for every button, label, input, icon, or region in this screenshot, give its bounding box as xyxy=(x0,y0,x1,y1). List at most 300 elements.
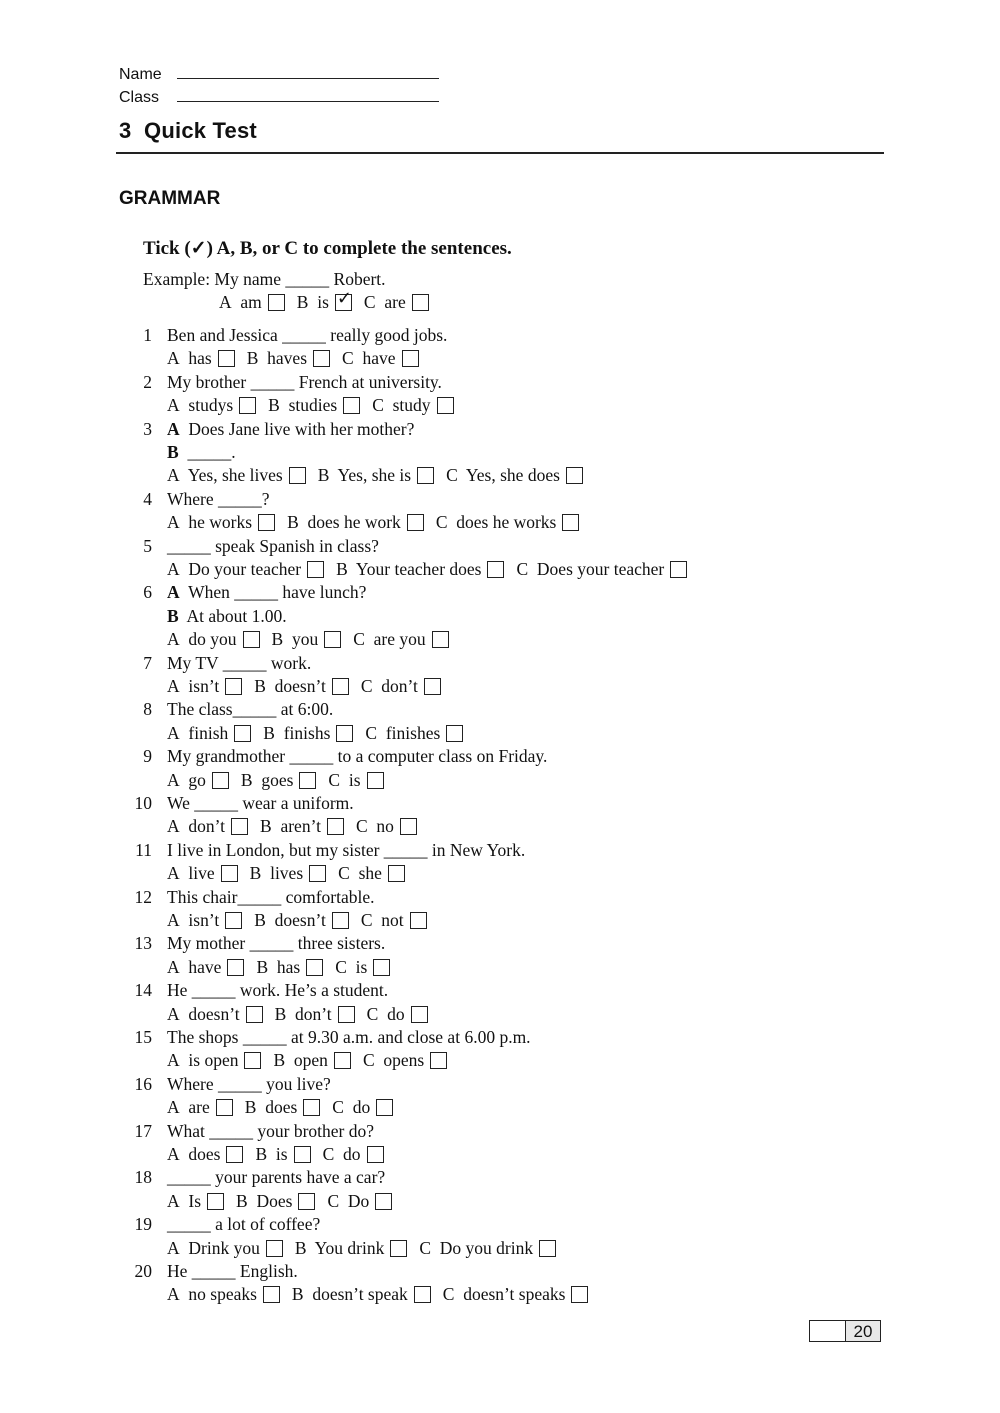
section-heading: GRAMMAR xyxy=(119,188,221,209)
option-letter: A xyxy=(167,1097,180,1118)
example-option-a[interactable] xyxy=(219,292,285,312)
question-9-option-b[interactable] xyxy=(241,770,317,790)
question-text: B _____. xyxy=(167,442,236,462)
checkbox[interactable] xyxy=(327,818,344,835)
option-letter: C xyxy=(342,348,354,369)
option-letter: A xyxy=(219,292,232,312)
option-text: study xyxy=(392,395,431,416)
option-text: you xyxy=(291,629,319,650)
question-6-option-c[interactable] xyxy=(353,629,448,649)
question-5-option-a[interactable] xyxy=(167,559,324,579)
question-11-option-c[interactable] xyxy=(338,863,405,883)
checkbox[interactable] xyxy=(307,561,324,578)
question-number: 9 xyxy=(143,746,152,767)
question-text: My mother _____ three sisters. xyxy=(167,933,386,954)
option-letter: B xyxy=(274,1003,287,1024)
checkbox[interactable] xyxy=(258,514,275,531)
question-13-option-b[interactable] xyxy=(256,957,323,977)
question-7-option-c[interactable] xyxy=(361,676,441,696)
checkbox[interactable] xyxy=(412,294,429,311)
option-letter: B xyxy=(244,1097,257,1118)
question-11-option-b[interactable] xyxy=(250,863,327,883)
option-text: do xyxy=(352,1097,371,1118)
option-text: open xyxy=(293,1050,328,1071)
checkbox[interactable] xyxy=(670,561,687,578)
option-text: doesn’t xyxy=(274,676,326,696)
option-text: Do you drink xyxy=(439,1237,534,1258)
question-20-options xyxy=(167,1284,600,1304)
question-5-options xyxy=(167,559,699,579)
option-letter: C xyxy=(338,863,350,884)
checkbox[interactable] xyxy=(263,1286,280,1303)
question-15-option-a[interactable] xyxy=(167,1050,261,1070)
checkbox[interactable] xyxy=(299,772,316,789)
option-text: Drink you xyxy=(188,1237,260,1258)
question-text: A When _____ have lunch? xyxy=(167,582,367,603)
speaker-label: A xyxy=(167,582,180,603)
question-16-options xyxy=(167,1097,405,1117)
option-text: Does your teacher xyxy=(536,559,665,579)
class-row xyxy=(119,87,439,107)
checkbox[interactable] xyxy=(562,514,579,531)
question-5-option-b[interactable] xyxy=(336,559,504,579)
question-9-option-c[interactable] xyxy=(328,770,383,790)
checkbox[interactable] xyxy=(225,678,242,695)
question-16-option-b[interactable] xyxy=(245,1097,321,1117)
class-input-line[interactable] xyxy=(177,87,439,102)
option-text: finishs xyxy=(283,722,331,743)
question-text: My grandmother _____ to a computer class on Friday. xyxy=(167,746,548,767)
question-text: Where _____? xyxy=(167,488,270,509)
checkbox[interactable] xyxy=(375,1193,392,1210)
checkbox[interactable] xyxy=(388,865,405,882)
checkbox[interactable] xyxy=(324,631,341,648)
question-13-options xyxy=(167,957,402,977)
question-1-options xyxy=(167,348,431,368)
checkbox[interactable] xyxy=(373,959,390,976)
checkbox[interactable] xyxy=(221,865,238,882)
question-text: The class_____ at 6:00. xyxy=(167,699,334,720)
checkbox[interactable] xyxy=(332,678,349,695)
question-14-options xyxy=(167,1004,440,1024)
option-text: isn’t xyxy=(188,910,220,930)
question-1-option-b[interactable] xyxy=(247,348,330,368)
checkbox[interactable] xyxy=(218,350,235,367)
option-letter: A xyxy=(167,722,180,743)
question-7-option-b[interactable] xyxy=(254,676,349,696)
question-1-option-a[interactable] xyxy=(167,348,235,368)
option-letter: C xyxy=(322,1144,335,1164)
name-label: Name xyxy=(119,66,162,83)
option-letter: A xyxy=(167,676,180,696)
option-letter: C xyxy=(435,512,448,533)
option-text: Is xyxy=(188,1190,202,1211)
question-text: Where _____ you live? xyxy=(167,1073,331,1094)
question-19-option-c[interactable] xyxy=(419,1238,556,1258)
question-8-options xyxy=(167,723,475,743)
question-6-option-a[interactable] xyxy=(167,629,260,649)
question-9-option-a[interactable] xyxy=(167,770,229,790)
option-text: is open xyxy=(188,1050,239,1071)
checkbox[interactable] xyxy=(332,912,349,929)
option-text: studys xyxy=(188,395,234,416)
question-5-option-c[interactable] xyxy=(516,559,687,579)
question-4-options xyxy=(167,512,591,532)
question-16-option-c[interactable] xyxy=(332,1097,393,1117)
option-letter: A xyxy=(167,395,180,416)
option-text: do xyxy=(387,1003,405,1024)
option-letter: C xyxy=(363,292,376,312)
option-text: Does xyxy=(256,1190,293,1211)
checkbox[interactable] xyxy=(234,725,251,742)
checkbox[interactable] xyxy=(334,1052,351,1069)
question-14-option-c[interactable] xyxy=(367,1004,428,1024)
question-12-option-b[interactable] xyxy=(254,910,349,930)
option-text: he works xyxy=(188,512,253,533)
checkbox[interactable] xyxy=(411,1006,428,1023)
question-number: 6 xyxy=(143,582,152,603)
example-option-b[interactable] xyxy=(296,288,352,312)
option-text: she xyxy=(358,863,382,884)
checkbox[interactable] xyxy=(430,1052,447,1069)
option-letter: B xyxy=(240,769,253,790)
option-text: doesn’t xyxy=(274,910,326,930)
question-text: He _____ work. He’s a student. xyxy=(167,980,389,1001)
checkbox[interactable] xyxy=(289,467,306,484)
option-text: has xyxy=(276,956,301,977)
checkbox[interactable] xyxy=(367,772,384,789)
question-4-option-c[interactable] xyxy=(436,512,580,532)
checkbox[interactable] xyxy=(376,1099,393,1116)
checkbox[interactable] xyxy=(566,467,583,484)
checkbox[interactable] xyxy=(446,725,463,742)
option-letter: B xyxy=(249,863,262,884)
question-2-option-b[interactable] xyxy=(268,395,360,415)
checkbox[interactable] xyxy=(303,1099,320,1116)
checkbox[interactable] xyxy=(266,1240,283,1257)
speaker-label: A xyxy=(167,418,180,439)
question-12-options xyxy=(167,910,439,930)
option-text: not xyxy=(381,910,404,930)
option-text: is xyxy=(317,292,329,312)
checkbox[interactable] xyxy=(367,1146,384,1163)
option-text: does xyxy=(188,1144,221,1164)
option-text: doesn’t xyxy=(188,1003,240,1024)
question-15-options xyxy=(167,1050,459,1070)
speaker-label: B xyxy=(167,605,179,626)
question-14-option-b[interactable] xyxy=(275,1004,355,1024)
option-text: is xyxy=(348,769,361,790)
checkbox[interactable] xyxy=(227,959,244,976)
checkbox[interactable] xyxy=(306,959,323,976)
score-box xyxy=(809,1320,881,1342)
question-text: Ben and Jessica _____ really good jobs. xyxy=(167,325,448,345)
checkbox[interactable] xyxy=(216,1099,233,1116)
checkbox[interactable] xyxy=(343,397,360,414)
option-text: finishes xyxy=(385,722,441,743)
question-13-option-a[interactable] xyxy=(167,957,244,977)
question-10-option-b[interactable] xyxy=(260,816,344,836)
question-17-options xyxy=(167,1144,396,1164)
option-letter: B xyxy=(271,629,284,650)
checkbox[interactable] xyxy=(402,350,419,367)
option-letter: A xyxy=(167,863,180,884)
question-number: 17 xyxy=(134,1120,152,1141)
checkbox[interactable] xyxy=(246,1006,263,1023)
checkbox[interactable] xyxy=(407,514,424,531)
option-letter: A xyxy=(167,769,180,790)
question-text: I live in London, but my sister _____ in New York. xyxy=(167,839,526,860)
example-option-c[interactable] xyxy=(364,292,429,312)
question-12-option-a[interactable] xyxy=(167,910,242,930)
question-number: 2 xyxy=(143,371,152,392)
question-8-option-a[interactable] xyxy=(167,723,251,743)
question-19-option-a[interactable] xyxy=(167,1238,283,1258)
option-text: are xyxy=(188,1097,210,1118)
option-letter: B xyxy=(268,395,280,416)
name-row xyxy=(119,64,439,84)
question-18-option-b[interactable] xyxy=(236,1191,315,1211)
question-8-option-b[interactable] xyxy=(263,723,353,743)
checkbox[interactable] xyxy=(338,1006,355,1023)
question-18-options xyxy=(167,1191,404,1211)
option-text: isn’t xyxy=(188,676,220,696)
question-10-option-c[interactable] xyxy=(356,816,417,836)
checkbox[interactable] xyxy=(231,818,248,835)
option-letter: C xyxy=(327,1190,340,1211)
checkbox[interactable] xyxy=(539,1240,556,1257)
question-20-option-a[interactable] xyxy=(167,1284,280,1304)
option-letter: C xyxy=(353,629,365,650)
option-letter: A xyxy=(167,629,180,650)
question-17-option-b[interactable] xyxy=(255,1144,310,1164)
question-10-options xyxy=(167,816,429,836)
checkbox[interactable] xyxy=(313,350,330,367)
title-divider xyxy=(116,152,884,154)
name-input-line[interactable] xyxy=(177,64,439,79)
question-18-option-c[interactable] xyxy=(327,1191,392,1211)
question-2-options xyxy=(167,395,466,415)
option-text: don’t xyxy=(188,816,226,837)
option-letter: A xyxy=(167,1050,180,1071)
option-letter: B xyxy=(294,1237,307,1258)
option-text: finish xyxy=(188,722,229,743)
option-letter: A xyxy=(167,816,180,837)
page-title: 3 Quick Test xyxy=(119,118,257,143)
question-19-option-b[interactable] xyxy=(295,1238,408,1258)
option-text: You drink xyxy=(314,1237,385,1258)
question-number: 16 xyxy=(134,1073,152,1094)
option-letter: C xyxy=(442,1284,455,1305)
option-text: do xyxy=(343,1144,361,1164)
option-text: Yes, she is xyxy=(337,465,412,486)
question-6-option-b[interactable] xyxy=(272,629,342,649)
example-question: Example: My name _____ Robert. xyxy=(143,269,386,289)
checkbox[interactable] xyxy=(239,397,256,414)
question-text: _____ a lot of coffee? xyxy=(167,1214,321,1235)
option-text: am xyxy=(240,292,262,312)
question-number: 1 xyxy=(143,325,152,345)
question-17-option-a[interactable] xyxy=(167,1144,243,1164)
option-letter: C xyxy=(419,1237,432,1258)
option-letter: C xyxy=(372,395,384,416)
question-12-option-c[interactable] xyxy=(361,910,427,930)
checkbox[interactable] xyxy=(336,725,353,742)
checkbox[interactable] xyxy=(268,294,285,311)
question-number: 19 xyxy=(134,1214,152,1235)
checkbox[interactable] xyxy=(424,678,441,695)
question-4-option-b[interactable] xyxy=(287,512,424,532)
option-text: have xyxy=(362,348,396,369)
option-letter: A xyxy=(167,956,180,977)
checkbox[interactable] xyxy=(212,772,229,789)
option-letter: A xyxy=(167,1190,180,1211)
question-15-option-c[interactable] xyxy=(363,1050,447,1070)
question-2-option-c[interactable] xyxy=(372,395,453,415)
option-letter: C xyxy=(366,1003,379,1024)
checkbox[interactable] xyxy=(410,912,427,929)
checkbox[interactable] xyxy=(243,631,260,648)
instruction-text: Tick (✓) A, B, or C to complete the sentences. xyxy=(143,238,512,259)
question-1-option-c[interactable] xyxy=(342,348,418,368)
question-number: 13 xyxy=(134,933,152,954)
option-letter: A xyxy=(167,1237,180,1258)
option-letter: C xyxy=(516,559,529,579)
question-text: A Does Jane live with her mother? xyxy=(167,418,415,439)
checkbox[interactable] xyxy=(309,865,326,882)
question-10-option-a[interactable] xyxy=(167,816,248,836)
option-letter: B xyxy=(260,816,272,837)
checkbox[interactable] xyxy=(226,1146,243,1163)
question-17-option-c[interactable] xyxy=(323,1144,384,1164)
question-7-option-a[interactable] xyxy=(167,676,242,696)
question-3-options xyxy=(167,465,595,485)
question-14-option-a[interactable] xyxy=(167,1004,263,1024)
checkbox[interactable] xyxy=(225,912,242,929)
option-text: does he work xyxy=(307,512,401,533)
question-4-option-a[interactable] xyxy=(167,512,275,532)
option-letter: A xyxy=(167,512,180,533)
checkbox[interactable] xyxy=(244,1052,261,1069)
question-11-option-a[interactable] xyxy=(167,863,238,883)
option-letter: B xyxy=(296,292,309,312)
option-text: lives xyxy=(270,863,304,884)
option-text: Your teacher does xyxy=(355,559,482,579)
question-number: 10 xyxy=(134,793,152,813)
option-text: have xyxy=(188,956,222,977)
question-11-options xyxy=(167,863,417,883)
question-2-option-a[interactable] xyxy=(167,395,256,415)
option-letter: B xyxy=(254,676,266,696)
option-letter: B xyxy=(246,348,259,369)
option-letter: C xyxy=(360,676,373,696)
question-20-option-b[interactable] xyxy=(292,1284,431,1304)
question-20-option-c[interactable] xyxy=(443,1284,589,1304)
option-letter: C xyxy=(362,1050,375,1071)
option-text: go xyxy=(188,769,206,790)
question-13-option-c[interactable] xyxy=(335,957,390,977)
class-label: Class xyxy=(119,89,160,106)
check-mark-icon: ✓ xyxy=(336,288,352,309)
option-letter: C xyxy=(360,910,373,930)
option-letter: B xyxy=(256,956,269,977)
option-text: is xyxy=(275,1144,288,1164)
question-7-options xyxy=(167,676,453,696)
option-text: Do your teacher xyxy=(188,559,302,579)
checkbox[interactable] xyxy=(571,1286,588,1303)
option-letter: B xyxy=(336,559,348,579)
option-text: doesn’t speak xyxy=(312,1284,408,1305)
option-letter: C xyxy=(335,956,347,977)
checkbox[interactable] xyxy=(417,467,434,484)
option-letter: A xyxy=(167,1144,180,1164)
question-number: 5 xyxy=(143,535,152,556)
option-letter: B xyxy=(317,465,330,486)
option-text: aren’t xyxy=(280,816,321,837)
option-text: no speaks xyxy=(188,1284,257,1305)
question-number: 3 xyxy=(143,418,152,439)
option-letter: A xyxy=(167,1284,180,1305)
question-15-option-b[interactable] xyxy=(273,1050,350,1070)
option-letter: C xyxy=(355,816,368,837)
question-9-options xyxy=(167,770,396,790)
question-3-option-c[interactable] xyxy=(446,465,583,485)
option-letter: B xyxy=(236,1190,248,1211)
option-text: don’t xyxy=(295,1003,332,1024)
option-letter: B xyxy=(254,910,266,930)
question-number: 4 xyxy=(143,488,152,509)
checkbox[interactable] xyxy=(335,288,352,311)
checkbox[interactable] xyxy=(390,1240,407,1257)
checkbox[interactable] xyxy=(400,818,417,835)
option-text: Do xyxy=(347,1190,370,1211)
option-text: haves xyxy=(267,348,308,369)
question-text: What _____ your brother do? xyxy=(167,1120,375,1141)
checkbox[interactable] xyxy=(487,561,504,578)
question-number: 8 xyxy=(143,699,152,720)
option-letter: C xyxy=(446,465,458,486)
question-number: 7 xyxy=(143,652,152,673)
option-letter: B xyxy=(291,1284,304,1305)
checkbox[interactable] xyxy=(437,397,454,414)
option-text: live xyxy=(188,863,215,884)
option-letter: B xyxy=(287,512,299,533)
question-number: 12 xyxy=(134,886,152,907)
option-letter: A xyxy=(167,910,180,930)
option-letter: C xyxy=(328,769,341,790)
score-input[interactable] xyxy=(810,1321,846,1341)
option-text: are you xyxy=(373,629,426,650)
checkbox[interactable] xyxy=(432,631,449,648)
checkbox[interactable] xyxy=(294,1146,311,1163)
question-8-option-c[interactable] xyxy=(365,723,463,743)
question-3-option-a[interactable] xyxy=(167,465,306,485)
question-16-option-a[interactable] xyxy=(167,1097,233,1117)
score-total: 20 xyxy=(846,1321,880,1341)
question-3-option-b[interactable] xyxy=(318,465,434,485)
option-text: doesn’t speaks xyxy=(463,1284,566,1305)
option-letter: A xyxy=(167,348,180,369)
option-text: Yes, she does xyxy=(465,465,560,486)
question-text: My TV _____ work. xyxy=(167,652,312,673)
checkbox[interactable] xyxy=(298,1193,315,1210)
option-text: studies xyxy=(288,395,338,416)
option-text: does xyxy=(265,1097,298,1118)
checkbox[interactable] xyxy=(414,1286,431,1303)
checkbox[interactable] xyxy=(207,1193,224,1210)
question-text: B At about 1.00. xyxy=(167,605,287,626)
question-18-option-a[interactable] xyxy=(167,1191,224,1211)
